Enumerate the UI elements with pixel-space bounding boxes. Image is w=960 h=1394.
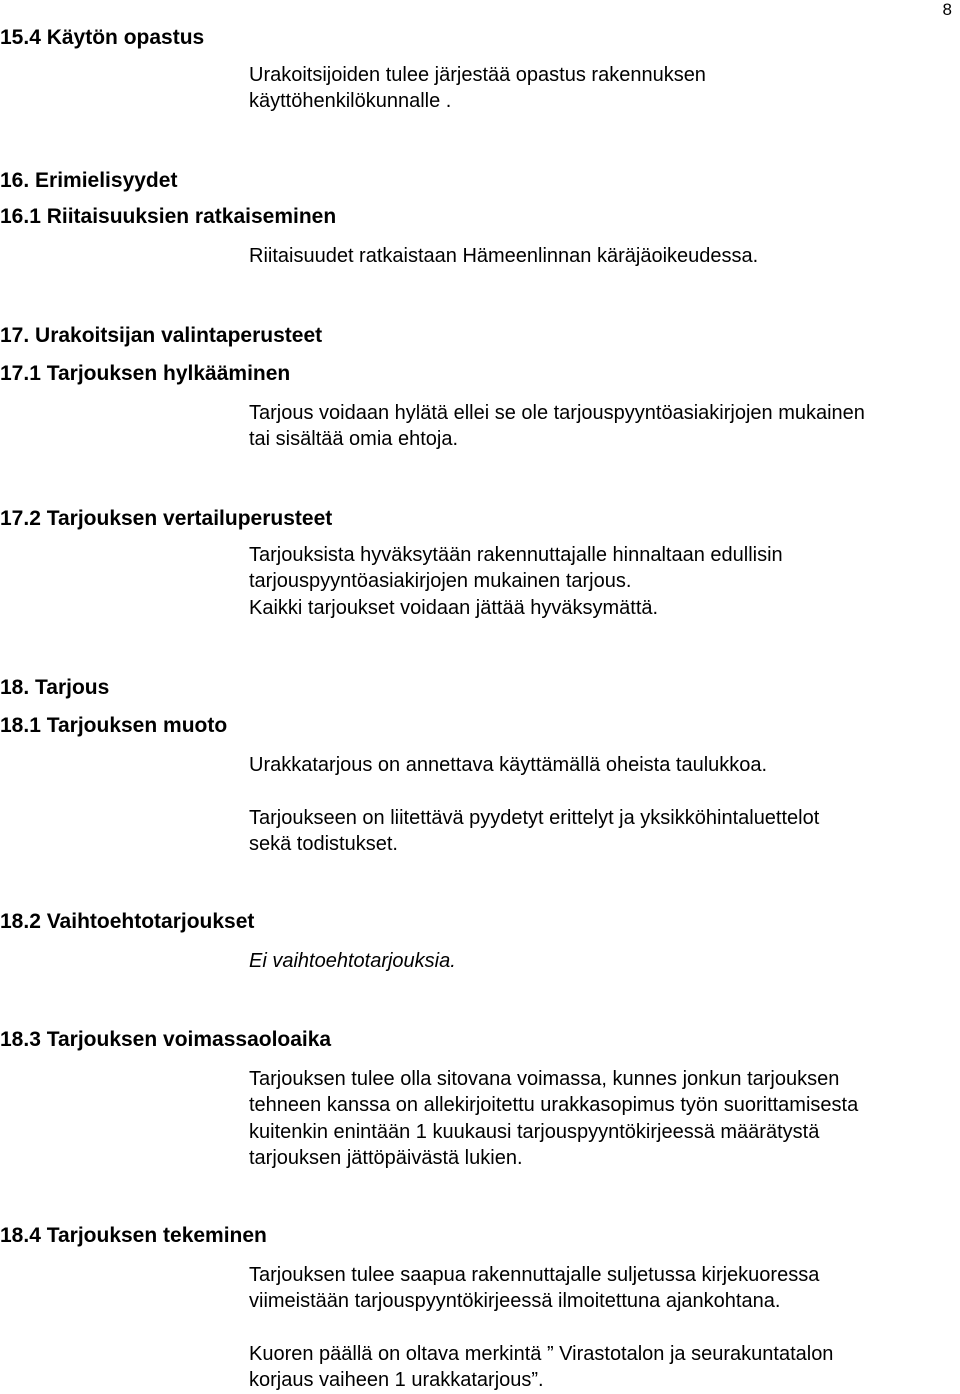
text-line: tehneen kanssa on allekirjoitettu urakkasopimus työn suorittamisesta (249, 1094, 859, 1117)
text-line: Riitaisuudet ratkaistaan Hämeenlinnan käräjäoikeudessa. (249, 245, 759, 267)
section-heading-18-2: 18.2 Vaihtoehtotarjoukset (0, 910, 255, 933)
section-heading-18: 18. Tarjous (0, 676, 110, 699)
section-body-18-4-b (249, 1341, 959, 1394)
text-line: tarjouksen jättöpäivästä lukien. (249, 1147, 523, 1170)
section-body-18-1-a (249, 752, 959, 778)
text-line: Tarjous voidaan hylätä ellei se ole tarjouspyyntöasiakirjojen mukainen (249, 402, 865, 424)
section-body-16-1 (249, 243, 959, 269)
text-line: korjaus vaiheen 1 urakkatarjous”. (249, 1369, 544, 1392)
text-line: viimeistään tarjouspyyntökirjeessä ilmoitettuna ajankohtana. (249, 1290, 781, 1313)
text-line: tarjouspyyntöasiakirjojen mukainen tarjous. (249, 570, 632, 593)
text-line: Kuoren päällä on oltava merkintä ” Virastotalon ja seurakuntatalon (249, 1343, 834, 1365)
section-body-17-1 (249, 400, 959, 453)
text-line: Tarjouksen tulee saapua rakennuttajalle suljetussa kirjekuoressa (249, 1264, 820, 1286)
section-body-18-4-a (249, 1262, 959, 1315)
section-heading-17-1: 17.1 Tarjouksen hylkääminen (0, 362, 291, 385)
section-body-18-3 (249, 1066, 959, 1172)
section-heading-17: 17. Urakoitsijan valintaperusteet (0, 324, 323, 347)
section-heading-18-1: 18.1 Tarjouksen muoto (0, 714, 228, 737)
section-body-18-2 (249, 948, 959, 974)
section-body-17-2 (249, 542, 959, 621)
text-line: sekä todistukset. (249, 833, 398, 856)
text-line: Kaikki tarjoukset voidaan jättää hyväksymättä. (249, 596, 659, 619)
text-line: kuitenkin enintään 1 kuukausi tarjouspyyntökirjeessä määrätystä (249, 1120, 820, 1143)
section-heading-18-3: 18.3 Tarjouksen voimassaoloaika (0, 1028, 332, 1051)
text-line: käyttöhenkilökunnalle . (249, 90, 452, 113)
text-line: Tarjouksista hyväksytään rakennuttajalle hinnaltaan edullisin (249, 544, 783, 566)
section-body-15-4 (249, 62, 959, 115)
text-line: Ei vaihtoehtotarjouksia. (249, 950, 456, 972)
text-line: Urakkatarjous on annettava käyttämällä oheista taulukkoa. (249, 754, 768, 776)
section-heading-16: 16. Erimielisyydet (0, 169, 178, 192)
page-number: 8 (942, 0, 952, 19)
section-body-18-1-b (249, 805, 959, 858)
text-line: tai sisältää omia ehtoja. (249, 428, 459, 451)
section-heading-17-2: 17.2 Tarjouksen vertailuperusteet (0, 507, 333, 530)
text-line: Tarjouksen tulee olla sitovana voimassa, kunnes jonkun tarjouksen (249, 1068, 840, 1090)
text-line: Urakoitsijoiden tulee järjestää opastus rakennuksen (249, 64, 706, 86)
section-heading-16-1: 16.1 Riitaisuuksien ratkaiseminen (0, 205, 337, 228)
section-heading-18-4: 18.4 Tarjouksen tekeminen (0, 1224, 267, 1247)
section-heading-15-4: 15.4 Käytön opastus (0, 26, 205, 49)
text-line: Tarjoukseen on liitettävä pyydetyt erittelyt ja yksikköhintaluettelot (249, 807, 820, 829)
